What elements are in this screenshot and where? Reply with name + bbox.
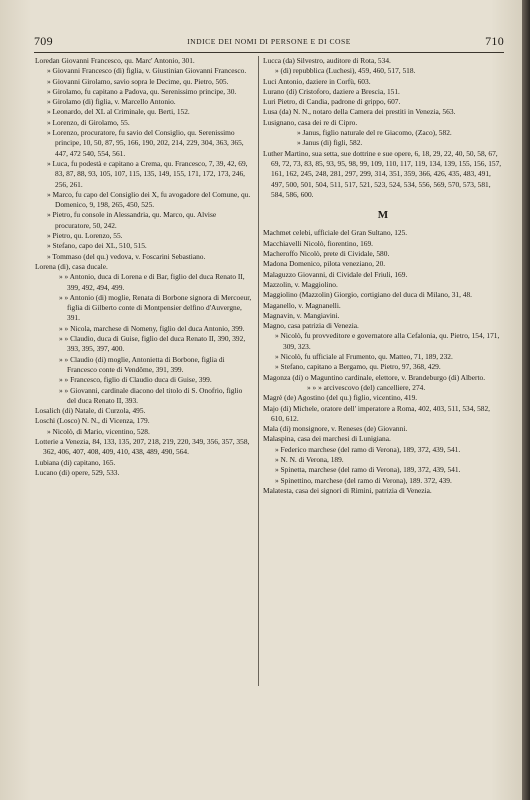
index-entry: » » Antonio, duca di Lorena e di Bar, figlio del duca Renato II, 399, 492, 494, 499.	[59, 272, 245, 292]
index-entry: Magonza (di) o Maguntino cardinale, elettore, v. Brandeburgo (di) Alberto.	[263, 372, 486, 382]
index-entry: » Girolamo (di) figlia, v. Marcello Antonio.	[47, 97, 176, 107]
index-entry: » Spinetta, marchese (del ramo di Verona), 189, 372, 439, 541.	[275, 465, 461, 475]
index-entry: Luther Martino, sua setta, sue dottrine e sue opere, 6, 18, 29, 22, 40, 50, 58, 67, 69, 72, 73, 83, 85, 93, 95, 98, 99, 109, 110, 117, 119, 134, 139, 155, 156, 157, 161, 162, 245, 248, 281, 297, 299, 314, 351, 359, 366, 426, 435, 483, 491, 497, 500, 501, 504, 511, 517, 521, 523, 524, 534, 556, 569, 570, 573, 581, 584, 586, 600.	[263, 148, 502, 199]
index-entry: Magrè (de) Agostino (del qu.) figlio, vicentino, 419.	[263, 393, 418, 403]
index-entry: » » Antonio (di) moglie, Renata di Borbone signora di Mercoeur, figlia di Gilberto conte di Montpensier delfino d'Auvergne, 391.	[59, 292, 252, 323]
column-divider	[258, 56, 259, 686]
index-entry: Lusignano, casa dei re di Cipro.	[263, 117, 358, 127]
index-entry: » Nicolò, di Mario, vicentino, 528.	[47, 426, 150, 436]
page-header	[34, 36, 504, 50]
right-page-number: 710	[485, 34, 504, 48]
index-entry: » Marco, fu capo del Consiglio dei X, fu avogadore del Comune, qu. Domenico, 9, 198, 265, 450, 525.	[47, 189, 251, 210]
index-entry: Malaguzzo Giovanni, di Cividale del Friuli, 169.	[263, 269, 408, 279]
index-entry: » Federico marchese (del ramo di Verona), 189, 372, 439, 541.	[275, 444, 461, 454]
index-entry: » » Francesco, figlio di Claudio duca di Guise, 399.	[59, 375, 212, 385]
index-entry: » N. N. di Verona, 189.	[275, 454, 344, 464]
index-entry: Luri Pietro, di Candia, padrone di grippo, 607.	[263, 97, 401, 107]
index-entry: Macheroffo Nicolò, prete di Cividale, 580.	[263, 249, 390, 259]
index-entry: Lotterie a Venezia, 84, 133, 135, 207, 218, 219, 220, 349, 356, 357, 358, 362, 406, 407, 408, 409, 410, 438, 489, 490, 564.	[35, 436, 250, 457]
index-entry: » Spinettino, marchese (del ramo di Verona), 189. 372, 439.	[275, 475, 452, 485]
index-entry: Maggiolino (Mazzolin) Giorgio, cortigiano del duca di Milano, 31, 48.	[263, 290, 473, 300]
index-entry: » Stefano, capitano a Bergamo, qu. Pietro, 97, 368, 429.	[275, 362, 441, 372]
index-entry: » Giovanni Girolamo, savio sopra le Decime, qu. Pietro, 505.	[47, 76, 229, 86]
index-entry: » Giovanni Francesco (di) figlia, v. Giustinian Giovanni Francesco.	[47, 66, 247, 76]
index-entry: » Tommaso (del qu.) vedova, v. Foscarini Sebastiano.	[47, 251, 206, 261]
index-entry: » » Claudio, duca di Guise, figlio del duca Renato II, 390, 392, 393, 395, 397, 400.	[59, 334, 246, 354]
index-entry: » » Claudio (di) moglie, Antonietta di Borbone, figlia di Francesco conte di Vendôme, 391, 399.	[59, 354, 225, 374]
index-entry: Mazzolin, v. Maggiolino.	[263, 279, 338, 289]
index-entry: Lorena (di), casa ducale.	[35, 261, 108, 271]
running-title: INDICE DEI NOMI DI PERSONE E DI COSE	[187, 37, 351, 46]
index-entry: » » Nicola, marchese di Nomeny, figlio del duca Antonio, 399.	[59, 323, 245, 333]
index-entry: » Nicolò, fu ufficiale al Frumento, qu. Matteo, 71, 189, 232.	[275, 352, 453, 362]
index-entry: » Pietro, qu. Lorenzo, 55.	[47, 231, 123, 241]
index-entry: Machmet celebi, ufficiale del Gran Sultano, 125.	[263, 228, 408, 238]
index-entry: » » Giovanni, cardinale diacono del titolo di S. Onofrio, figlio del duca Renato II, 393.	[59, 385, 243, 405]
right-column	[263, 56, 503, 496]
index-entry: Malaspina, casa dei marchesi di Lunigiana.	[263, 434, 391, 444]
header-rule	[34, 52, 504, 53]
index-entry: » Janus, figlio naturale del re Giacomo, (Zaco), 582.	[297, 128, 452, 138]
index-entry: Lucano (di) opere, 529, 533.	[35, 467, 120, 477]
index-entry: Mala (di) monsignore, v. Reneses (de) Giovanni.	[263, 424, 408, 434]
index-entry: » Nicolò, fu provveditore e governatore alla Cefalonia, qu. Pietro, 154, 171, 309, 323.	[275, 331, 500, 351]
index-entry: » (di) repubblica (Luchesi), 459, 460, 517, 518.	[275, 66, 416, 76]
left-page-number: 709	[34, 34, 53, 48]
index-entry: Malatesta, casa dei signori di Rimini, patrizia di Venezia.	[263, 485, 432, 495]
index-entry: Maganello, v. Magnanelli.	[263, 300, 341, 310]
index-entry: » » » arcivescovo (del) cancelliere, 274.	[307, 382, 426, 392]
index-entry: Loschi (Losco) N. N., di Vicenza, 179.	[35, 416, 150, 426]
index-entry: Magnavin, v. Mangiavini.	[263, 310, 340, 320]
index-entry: Losalich (di) Natale, di Curzola, 495.	[35, 406, 146, 416]
index-entry: Lusa (da) N. N., notaro della Camera dei prestiti in Venezia, 563.	[263, 107, 456, 117]
index-entry: » Lorenzo, di Girolamo, 55.	[47, 117, 130, 127]
index-entry: Madona Domenico, pilota veneziano, 20.	[263, 259, 386, 269]
section-letter: M	[377, 209, 389, 222]
left-column	[35, 56, 253, 478]
page-edge-shadow	[522, 0, 530, 800]
index-entry: Macchiavelli Nicolò, fiorentino, 169.	[263, 238, 374, 248]
index-entry: » Leonardo, del XL al Criminale, qu. Berti, 152.	[47, 107, 190, 117]
index-entry: Lucca (da) Silvestro, auditore di Rota, 534.	[263, 56, 391, 65]
index-entry: Luci Antonio, daziere in Corfù, 603.	[263, 76, 371, 86]
index-entry: » Girolamo, fu capitano a Padova, qu. Serenissimo principe, 30.	[47, 86, 237, 96]
index-entry: Lurano (di) Cristoforo, daziere a Brescia, 151.	[263, 86, 400, 96]
index-entry: » Stefano, capo dei XL, 510, 515.	[47, 241, 147, 251]
index-entry: » Lorenzo, procuratore, fu savio del Consiglio, qu. Serenissimo principe, 10, 50, 87, 95, 166, 190, 202, 214, 229, 304, 363, 365, 447, 472 540, 554, 561.	[47, 128, 244, 158]
index-entry: » Luca, fu podestà e capitano a Crema, qu. Francesco, 7, 39, 42, 69, 83, 87, 88, 93, 105, 107, 115, 135, 149, 155, 171, 172, 173, 246, 256, 261.	[47, 158, 248, 189]
index-entry: Magno, casa patrizia di Venezia.	[263, 321, 359, 331]
index-entry: Loredan Giovanni Francesco, qu. Marc' Antonio, 301.	[35, 56, 195, 65]
index-entry: Lubiana (di) capitano, 165.	[35, 457, 116, 467]
index-entry: » Janus (di) figli, 582.	[297, 138, 363, 148]
index-entry: Majo (di) Michele, oratore dell' imperatore a Roma, 402, 403, 511, 534, 582, 610, 612.	[263, 403, 491, 423]
index-entry: » Pietro, fu console in Alessandria, qu. Marco, qu. Alvise procuratore, 50, 242.	[47, 210, 217, 230]
